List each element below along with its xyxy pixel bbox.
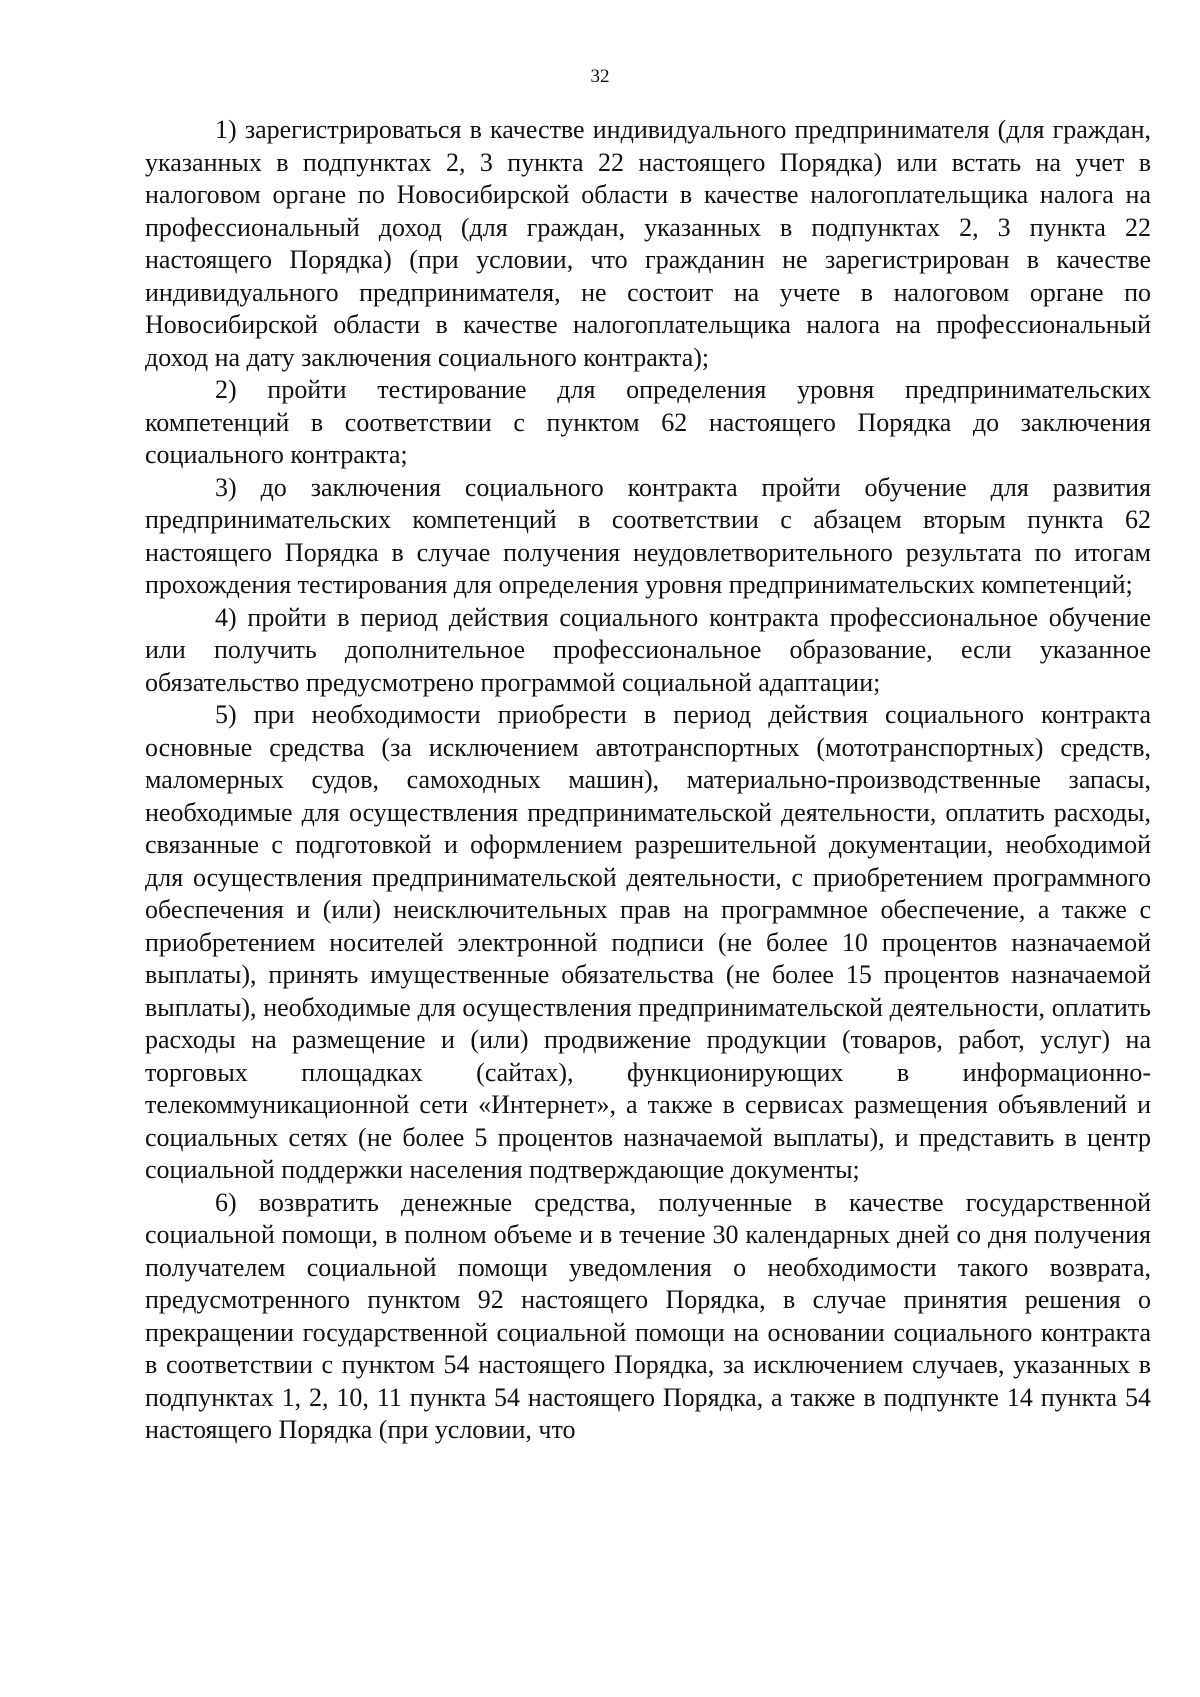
paragraph-item-5: 5) при необходимости приобрести в период действия социального контракта основные средства (за исключением автотранспортных (мототранспортных) средств, маломерных судов, самоходных машин), материально-производственные запасы, необходимые для осуществления предпринимательской деятельности, оплатить расходы, связанные с подготовкой и оформлением разрешительной документации, необходимой для осуществления предпринимательской деятельности, с приобретением программного обеспечения и (или) неисключительных прав на программное обеспечение, а также с приобретением носителей электронной подписи (не более 10 процентов назначаемой выплаты), принять имущественные обязательства (не более 15 процентов назначаемой выплаты), необходимые для осуществления предпринимательской деятельности, оплатить расходы на размещение и (или) продвижение продукции (товаров, работ, услуг) на торговых площадках (сайтах), функционирующих в информационно-телекоммуникационной сети «Интернет», а также в сервисах размещения объявлений и социальных сетях (не более 5 процентов назначаемой выплаты), и представить в центр социальной поддержки населения подтверждающие документы; (145, 700, 1151, 1184)
paragraph-item-3: 3) до заключения социального контракта пройти обучение для развития предпринимательских компетенций в соответствии с абзацем вторым пункта 62 настоящего Порядка в случае получения неудовлетворительного результата по итогам прохождения тестирования для определения уровня предпринимательских компетенций; (145, 472, 1151, 599)
paragraph-item-1: 1) зарегистрироваться в качестве индивидуального предпринимателя (для граждан, указанных в подпунктах 2, 3 пункта 22 настоящего Порядка) или встать на учет в налоговом органе по Новосибирской области в качестве налогоплательщика налога на профессиональный доход (для граждан, указанных в подпунктах 2, 3 пункта 22 настоящего Порядка) (при условии, что гражданин не зарегистрирован в качестве индивидуального предпринимателя, не состоит на учете в налоговом органе по Новосибирской области в качестве налогоплательщика налога на профессиональный доход на дату заключения социального контракта); (145, 115, 1151, 372)
paragraph-item-2: 2) пройти тестирование для определения уровня предпринимательских компетенций в соответствии с пунктом 62 настоящего Порядка до заключения социального контракта; (145, 375, 1151, 469)
paragraph-item-4: 4) пройти в период действия социального контракта профессиональное обучение или получить дополнительное профессиональное образование, если указанное обязательство предусмотрено программой социальной адаптации; (145, 602, 1151, 697)
paragraph-item-6: 6) возвратить денежные средства, полученные в качестве государственной социальной помощи, в полном объеме и в течение 30 календарных дней со дня получения получателем социальной помощи уведомления о необходимости такого возврата, предусмотренного пунктом 92 настоящего Порядка, в случае принятия решения о прекращении государственной социальной помощи на основании социального контракта в соответствии с пунктом 54 настоящего Порядка, за исключением случаев, указанных в подпунктах 1, 2, 10, 11 пункта 54 настоящего Порядка, а также в подпункте 14 пункта 54 настоящего Порядка (при условии, что (145, 1187, 1151, 1444)
page-number: 32 (590, 66, 610, 87)
document-body (145, 114, 1151, 1447)
